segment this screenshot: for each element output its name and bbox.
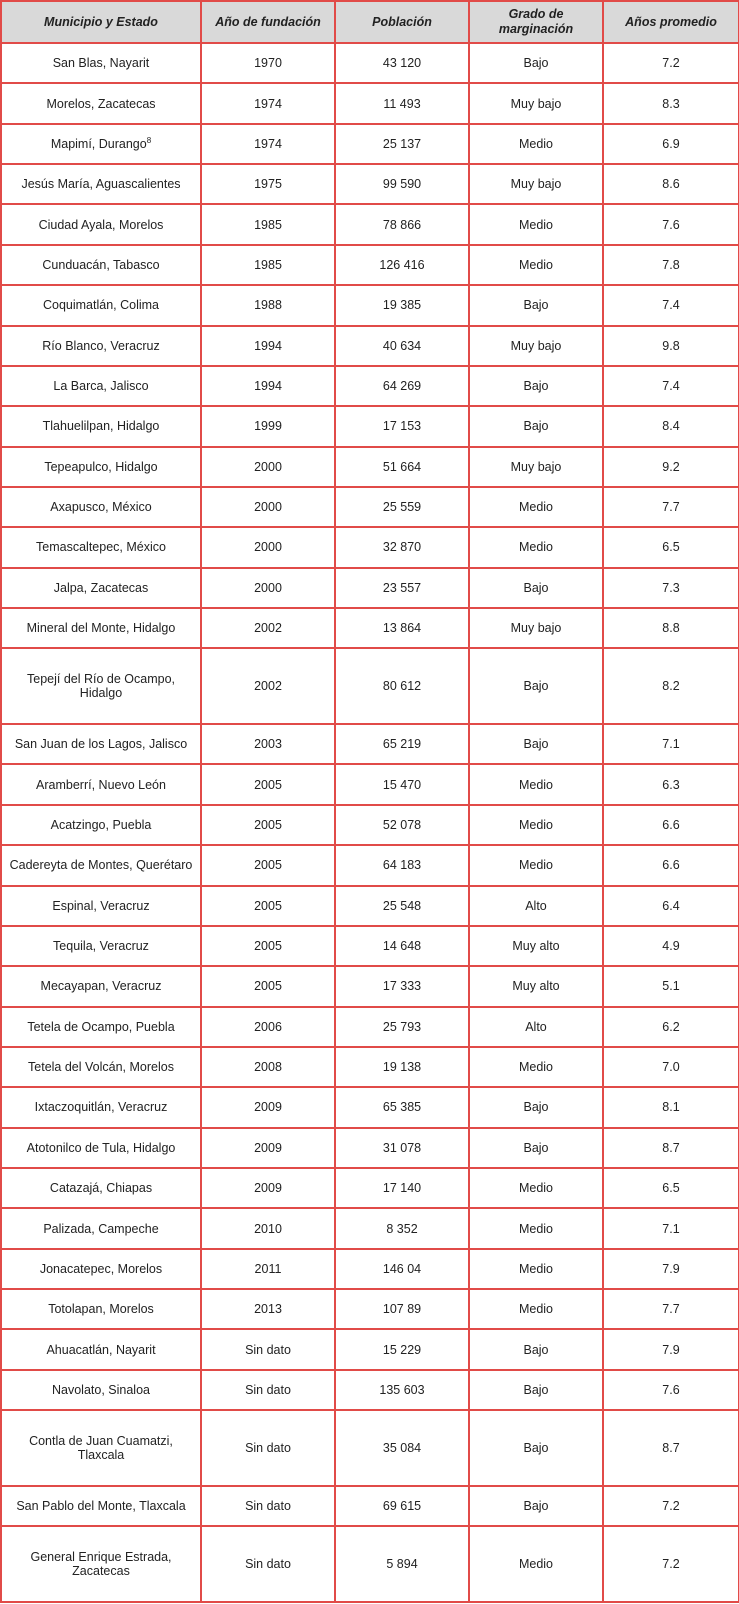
municipio-text: Tetela del Volcán, Morelos bbox=[28, 1060, 174, 1075]
table-row bbox=[1, 926, 739, 966]
cell-grado-marginacion: Medio bbox=[469, 805, 603, 845]
cell-grado-marginacion: Bajo bbox=[469, 648, 603, 724]
cell-poblacion: 13 864 bbox=[335, 608, 469, 648]
municipio-text: Ahuacatlán, Nayarit bbox=[46, 1342, 156, 1357]
table-row bbox=[1, 326, 739, 366]
cell-poblacion: 17 333 bbox=[335, 966, 469, 1006]
cell-grado-marginacion: Muy bajo bbox=[469, 164, 603, 204]
cell-anios-promedio: 7.6 bbox=[603, 204, 739, 244]
municipio-text: San Juan de los Lagos, Jalisco bbox=[14, 737, 188, 752]
table-row bbox=[1, 1410, 739, 1486]
cell-municipio bbox=[1, 845, 201, 885]
cell-anios-promedio: 6.5 bbox=[603, 1168, 739, 1208]
cell-anios-promedio: 7.0 bbox=[603, 1047, 739, 1087]
cell-grado-marginacion: Bajo bbox=[469, 1370, 603, 1410]
table-row bbox=[1, 285, 739, 325]
cell-poblacion: 40 634 bbox=[335, 326, 469, 366]
table-row bbox=[1, 1526, 739, 1602]
cell-anios-promedio: 7.2 bbox=[603, 1526, 739, 1602]
cell-anios-promedio: 8.3 bbox=[603, 83, 739, 123]
cell-municipio bbox=[1, 1249, 201, 1289]
table-row bbox=[1, 966, 739, 1006]
cell-municipio bbox=[1, 326, 201, 366]
cell-grado-marginacion: Bajo bbox=[469, 406, 603, 446]
cell-anio-fundacion: 2013 bbox=[201, 1289, 335, 1329]
cell-anio-fundacion: 2006 bbox=[201, 1007, 335, 1047]
cell-poblacion: 107 89 bbox=[335, 1289, 469, 1329]
cell-anio-fundacion: 2002 bbox=[201, 608, 335, 648]
cell-municipio bbox=[1, 245, 201, 285]
table-row bbox=[1, 164, 739, 204]
cell-poblacion: 126 416 bbox=[335, 245, 469, 285]
municipio-text: Totolapan, Morelos bbox=[48, 1302, 154, 1317]
cell-grado-marginacion: Muy bajo bbox=[469, 326, 603, 366]
cell-poblacion: 11 493 bbox=[335, 83, 469, 123]
cell-poblacion: 146 04 bbox=[335, 1249, 469, 1289]
cell-poblacion: 19 138 bbox=[335, 1047, 469, 1087]
cell-anio-fundacion: 2002 bbox=[201, 648, 335, 724]
table-row bbox=[1, 245, 739, 285]
cell-municipio bbox=[1, 1208, 201, 1248]
cell-anio-fundacion: 1988 bbox=[201, 285, 335, 325]
cell-poblacion: 25 559 bbox=[335, 487, 469, 527]
cell-anios-promedio: 7.4 bbox=[603, 366, 739, 406]
cell-grado-marginacion: Bajo bbox=[469, 724, 603, 764]
cell-poblacion: 65 219 bbox=[335, 724, 469, 764]
municipio-text: General Enrique Estrada, Zacatecas bbox=[30, 1550, 172, 1579]
table-row bbox=[1, 406, 739, 446]
cell-anio-fundacion: Sin dato bbox=[201, 1329, 335, 1369]
municipio-text: Catazajá, Chiapas bbox=[49, 1181, 153, 1196]
cell-grado-marginacion: Medio bbox=[469, 1289, 603, 1329]
cell-grado-marginacion: Medio bbox=[469, 764, 603, 804]
cell-anios-promedio: 6.6 bbox=[603, 805, 739, 845]
cell-municipio bbox=[1, 164, 201, 204]
cell-anios-promedio: 8.1 bbox=[603, 1087, 739, 1127]
cell-anio-fundacion: 1970 bbox=[201, 43, 335, 83]
municipio-text: Navolato, Sinaloa bbox=[52, 1382, 150, 1397]
cell-grado-marginacion: Medio bbox=[469, 1208, 603, 1248]
table-row bbox=[1, 845, 739, 885]
cell-anio-fundacion: 2011 bbox=[201, 1249, 335, 1289]
table-body bbox=[1, 43, 739, 1602]
cell-municipio bbox=[1, 648, 201, 724]
cell-grado-marginacion: Muy bajo bbox=[469, 447, 603, 487]
cell-municipio bbox=[1, 406, 201, 446]
cell-anio-fundacion: 1985 bbox=[201, 245, 335, 285]
municipio-text: Atotonilco de Tula, Hidalgo bbox=[26, 1140, 176, 1155]
municipio-text: Mineral del Monte, Hidalgo bbox=[26, 621, 176, 636]
municipio-text: Tetela de Ocampo, Puebla bbox=[27, 1019, 175, 1034]
cell-municipio bbox=[1, 764, 201, 804]
table-row bbox=[1, 1168, 739, 1208]
cell-poblacion: 35 084 bbox=[335, 1410, 469, 1486]
cell-grado-marginacion: Alto bbox=[469, 886, 603, 926]
cell-grado-marginacion: Bajo bbox=[469, 1410, 603, 1486]
cell-anios-promedio: 9.8 bbox=[603, 326, 739, 366]
cell-grado-marginacion: Medio bbox=[469, 1526, 603, 1602]
cell-grado-marginacion: Medio bbox=[469, 1249, 603, 1289]
cell-grado-marginacion: Muy alto bbox=[469, 926, 603, 966]
cell-anio-fundacion: 2000 bbox=[201, 487, 335, 527]
municipio-text: Morelos, Zacatecas bbox=[46, 96, 156, 111]
cell-municipio bbox=[1, 1410, 201, 1486]
municipio-text: Tepeapulco, Hidalgo bbox=[44, 459, 158, 474]
table-row bbox=[1, 608, 739, 648]
cell-poblacion: 15 229 bbox=[335, 1329, 469, 1369]
cell-anios-promedio: 7.7 bbox=[603, 487, 739, 527]
cell-anio-fundacion: 2005 bbox=[201, 845, 335, 885]
cell-anios-promedio: 6.2 bbox=[603, 1007, 739, 1047]
cell-anios-promedio: 7.2 bbox=[603, 43, 739, 83]
table-row bbox=[1, 1249, 739, 1289]
cell-anios-promedio: 6.5 bbox=[603, 527, 739, 567]
cell-municipio bbox=[1, 43, 201, 83]
cell-anios-promedio: 7.6 bbox=[603, 1370, 739, 1410]
cell-grado-marginacion: Bajo bbox=[469, 285, 603, 325]
cell-anio-fundacion: 2009 bbox=[201, 1168, 335, 1208]
table-row bbox=[1, 124, 739, 164]
cell-municipio bbox=[1, 1087, 201, 1127]
cell-poblacion: 52 078 bbox=[335, 805, 469, 845]
table-row bbox=[1, 204, 739, 244]
cell-poblacion: 78 866 bbox=[335, 204, 469, 244]
cell-grado-marginacion: Medio bbox=[469, 527, 603, 567]
header-grado-marginacion: Grado de marginación bbox=[469, 1, 603, 43]
cell-anios-promedio: 6.9 bbox=[603, 124, 739, 164]
cell-poblacion: 99 590 bbox=[335, 164, 469, 204]
cell-anios-promedio: 8.4 bbox=[603, 406, 739, 446]
cell-municipio bbox=[1, 527, 201, 567]
table-row bbox=[1, 1289, 739, 1329]
cell-anios-promedio: 6.6 bbox=[603, 845, 739, 885]
cell-anios-promedio: 4.9 bbox=[603, 926, 739, 966]
cell-anios-promedio: 7.1 bbox=[603, 1208, 739, 1248]
cell-anio-fundacion: 2005 bbox=[201, 805, 335, 845]
municipio-text: Tlahuelilpan, Hidalgo bbox=[42, 419, 160, 434]
municipio-text: Palizada, Campeche bbox=[43, 1221, 159, 1236]
cell-anio-fundacion: 2009 bbox=[201, 1087, 335, 1127]
municipio-text: Espinal, Veracruz bbox=[52, 898, 150, 913]
cell-poblacion: 51 664 bbox=[335, 447, 469, 487]
cell-municipio bbox=[1, 366, 201, 406]
cell-poblacion: 14 648 bbox=[335, 926, 469, 966]
cell-poblacion: 17 153 bbox=[335, 406, 469, 446]
table-row bbox=[1, 1486, 739, 1526]
cell-municipio bbox=[1, 447, 201, 487]
header-poblacion: Población bbox=[335, 1, 469, 43]
cell-anio-fundacion: 2005 bbox=[201, 886, 335, 926]
cell-municipio bbox=[1, 204, 201, 244]
table-header bbox=[1, 1, 739, 43]
cell-poblacion: 5 894 bbox=[335, 1526, 469, 1602]
cell-municipio bbox=[1, 1370, 201, 1410]
cell-municipio bbox=[1, 886, 201, 926]
municipio-text: Tequila, Veracruz bbox=[53, 939, 149, 954]
table-row bbox=[1, 886, 739, 926]
cell-poblacion: 15 470 bbox=[335, 764, 469, 804]
cell-anio-fundacion: 2000 bbox=[201, 447, 335, 487]
cell-anios-promedio: 7.9 bbox=[603, 1329, 739, 1369]
municipio-text: Contla de Juan Cuamatzi, Tlaxcala bbox=[29, 1434, 173, 1462]
cell-grado-marginacion: Bajo bbox=[469, 568, 603, 608]
cell-anios-promedio: 7.9 bbox=[603, 1249, 739, 1289]
municipio-text: Acatzingo, Puebla bbox=[50, 817, 152, 832]
table-row bbox=[1, 568, 739, 608]
cell-municipio bbox=[1, 805, 201, 845]
cell-anio-fundacion: 2000 bbox=[201, 527, 335, 567]
cell-grado-marginacion: Muy bajo bbox=[469, 83, 603, 123]
cell-municipio bbox=[1, 1128, 201, 1168]
municipio-text: Axapusco, México bbox=[50, 500, 152, 515]
cell-grado-marginacion: Medio bbox=[469, 1168, 603, 1208]
municipio-text: Cadereyta de Montes, Querétaro bbox=[9, 858, 193, 873]
cell-anio-fundacion: 2003 bbox=[201, 724, 335, 764]
cell-municipio bbox=[1, 608, 201, 648]
cell-anio-fundacion: 1974 bbox=[201, 83, 335, 123]
cell-poblacion: 23 557 bbox=[335, 568, 469, 608]
cell-anio-fundacion: 2005 bbox=[201, 966, 335, 1006]
cell-municipio bbox=[1, 966, 201, 1006]
cell-anios-promedio: 7.8 bbox=[603, 245, 739, 285]
cell-grado-marginacion: Bajo bbox=[469, 43, 603, 83]
cell-anio-fundacion: 1985 bbox=[201, 204, 335, 244]
cell-poblacion: 25 548 bbox=[335, 886, 469, 926]
cell-poblacion: 69 615 bbox=[335, 1486, 469, 1526]
table-row bbox=[1, 527, 739, 567]
municipio-text: Río Blanco, Veracruz bbox=[42, 338, 160, 353]
cell-municipio bbox=[1, 285, 201, 325]
cell-municipio bbox=[1, 487, 201, 527]
table-row bbox=[1, 724, 739, 764]
cell-anios-promedio: 9.2 bbox=[603, 447, 739, 487]
table-row bbox=[1, 43, 739, 83]
cell-anios-promedio: 7.1 bbox=[603, 724, 739, 764]
cell-anio-fundacion: 2010 bbox=[201, 1208, 335, 1248]
municipio-text: Temascaltepec, México bbox=[36, 540, 166, 555]
cell-grado-marginacion: Bajo bbox=[469, 366, 603, 406]
header-row bbox=[1, 1, 739, 43]
municipio-text: Jalpa, Zacatecas bbox=[53, 580, 149, 595]
cell-anio-fundacion: Sin dato bbox=[201, 1370, 335, 1410]
cell-anio-fundacion: 1975 bbox=[201, 164, 335, 204]
cell-anio-fundacion: Sin dato bbox=[201, 1526, 335, 1602]
table-row bbox=[1, 1329, 739, 1369]
cell-grado-marginacion: Medio bbox=[469, 204, 603, 244]
cell-grado-marginacion: Alto bbox=[469, 1007, 603, 1047]
cell-anios-promedio: 8.8 bbox=[603, 608, 739, 648]
municipio-text: Mapimí, Durango bbox=[50, 136, 147, 151]
cell-anios-promedio: 8.7 bbox=[603, 1128, 739, 1168]
cell-grado-marginacion: Medio bbox=[469, 845, 603, 885]
cell-municipio bbox=[1, 568, 201, 608]
table-row bbox=[1, 1370, 739, 1410]
cell-poblacion: 80 612 bbox=[335, 648, 469, 724]
municipio-text: Jonacatepec, Morelos bbox=[39, 1261, 163, 1276]
cell-anio-fundacion: 2005 bbox=[201, 764, 335, 804]
table-row bbox=[1, 83, 739, 123]
cell-anios-promedio: 6.4 bbox=[603, 886, 739, 926]
cell-grado-marginacion: Bajo bbox=[469, 1087, 603, 1127]
table-row bbox=[1, 648, 739, 724]
cell-poblacion: 65 385 bbox=[335, 1087, 469, 1127]
cell-poblacion: 64 269 bbox=[335, 366, 469, 406]
cell-grado-marginacion: Medio bbox=[469, 124, 603, 164]
cell-poblacion: 17 140 bbox=[335, 1168, 469, 1208]
cell-anios-promedio: 7.2 bbox=[603, 1486, 739, 1526]
cell-anios-promedio: 5.1 bbox=[603, 966, 739, 1006]
header-municipio: Municipio y Estado bbox=[1, 1, 201, 43]
cell-anios-promedio: 7.7 bbox=[603, 1289, 739, 1329]
cell-anio-fundacion: 2008 bbox=[201, 1047, 335, 1087]
cell-grado-marginacion: Muy bajo bbox=[469, 608, 603, 648]
cell-anio-fundacion: Sin dato bbox=[201, 1410, 335, 1486]
cell-anio-fundacion: 1994 bbox=[201, 326, 335, 366]
municipio-text: Ciudad Ayala, Morelos bbox=[38, 217, 164, 232]
table-row bbox=[1, 764, 739, 804]
cell-poblacion: 64 183 bbox=[335, 845, 469, 885]
cell-grado-marginacion: Bajo bbox=[469, 1486, 603, 1526]
cell-grado-marginacion: Bajo bbox=[469, 1329, 603, 1369]
cell-anio-fundacion: 2005 bbox=[201, 926, 335, 966]
cell-municipio bbox=[1, 1289, 201, 1329]
cell-poblacion: 25 137 bbox=[335, 124, 469, 164]
cell-anio-fundacion: 1994 bbox=[201, 366, 335, 406]
municipio-text: San Pablo del Monte, Tlaxcala bbox=[16, 1499, 186, 1514]
cell-municipio bbox=[1, 1486, 201, 1526]
cell-poblacion: 8 352 bbox=[335, 1208, 469, 1248]
cell-anios-promedio: 8.7 bbox=[603, 1410, 739, 1486]
cell-anios-promedio: 8.2 bbox=[603, 648, 739, 724]
table-row bbox=[1, 366, 739, 406]
table-row bbox=[1, 1128, 739, 1168]
cell-grado-marginacion: Medio bbox=[469, 245, 603, 285]
table-row bbox=[1, 487, 739, 527]
header-anios-promedio: Años promedio bbox=[603, 1, 739, 43]
table-row bbox=[1, 447, 739, 487]
municipio-text: San Blas, Nayarit bbox=[52, 56, 150, 71]
cell-grado-marginacion: Medio bbox=[469, 1047, 603, 1087]
cell-grado-marginacion: Muy alto bbox=[469, 966, 603, 1006]
cell-poblacion: 25 793 bbox=[335, 1007, 469, 1047]
cell-grado-marginacion: Medio bbox=[469, 487, 603, 527]
cell-anio-fundacion: Sin dato bbox=[201, 1486, 335, 1526]
cell-municipio bbox=[1, 1007, 201, 1047]
cell-municipio bbox=[1, 1526, 201, 1602]
municipio-text: La Barca, Jalisco bbox=[53, 379, 149, 394]
cell-municipio bbox=[1, 83, 201, 123]
header-anio-fundacion: Año de fundación bbox=[201, 1, 335, 43]
cell-municipio bbox=[1, 124, 201, 164]
municipio-text: Coquimatlán, Colima bbox=[42, 298, 160, 313]
cell-anios-promedio: 7.4 bbox=[603, 285, 739, 325]
cell-poblacion: 135 603 bbox=[335, 1370, 469, 1410]
cell-grado-marginacion: Bajo bbox=[469, 1128, 603, 1168]
cell-anios-promedio: 7.3 bbox=[603, 568, 739, 608]
cell-poblacion: 31 078 bbox=[335, 1128, 469, 1168]
table-row bbox=[1, 1047, 739, 1087]
municipio-text: Cunduacán, Tabasco bbox=[42, 257, 160, 272]
municipio-text: Jesús María, Aguascalientes bbox=[21, 177, 181, 192]
table-row bbox=[1, 1087, 739, 1127]
cell-anios-promedio: 6.3 bbox=[603, 764, 739, 804]
cell-poblacion: 32 870 bbox=[335, 527, 469, 567]
cell-anio-fundacion: 2009 bbox=[201, 1128, 335, 1168]
cell-poblacion: 43 120 bbox=[335, 43, 469, 83]
municipio-text: Aramberrí, Nuevo León bbox=[36, 777, 166, 792]
cell-municipio bbox=[1, 724, 201, 764]
cell-anio-fundacion: 2000 bbox=[201, 568, 335, 608]
cell-municipio bbox=[1, 1047, 201, 1087]
municipio-text: Tepejí del Río de Ocampo, Hidalgo bbox=[27, 672, 175, 701]
table-row bbox=[1, 1208, 739, 1248]
cell-anio-fundacion: 1974 bbox=[201, 124, 335, 164]
cell-anio-fundacion: 1999 bbox=[201, 406, 335, 446]
table-row bbox=[1, 805, 739, 845]
municipio-text: Ixtaczoquitlán, Veracruz bbox=[34, 1100, 168, 1115]
cell-poblacion: 19 385 bbox=[335, 285, 469, 325]
cell-anios-promedio: 8.6 bbox=[603, 164, 739, 204]
cell-municipio bbox=[1, 1168, 201, 1208]
cell-municipio bbox=[1, 926, 201, 966]
table-row bbox=[1, 1007, 739, 1047]
municipio-text: Mecayapan, Veracruz bbox=[40, 979, 162, 994]
footnote-marker: 8 bbox=[146, 135, 152, 145]
cell-municipio bbox=[1, 1329, 201, 1369]
